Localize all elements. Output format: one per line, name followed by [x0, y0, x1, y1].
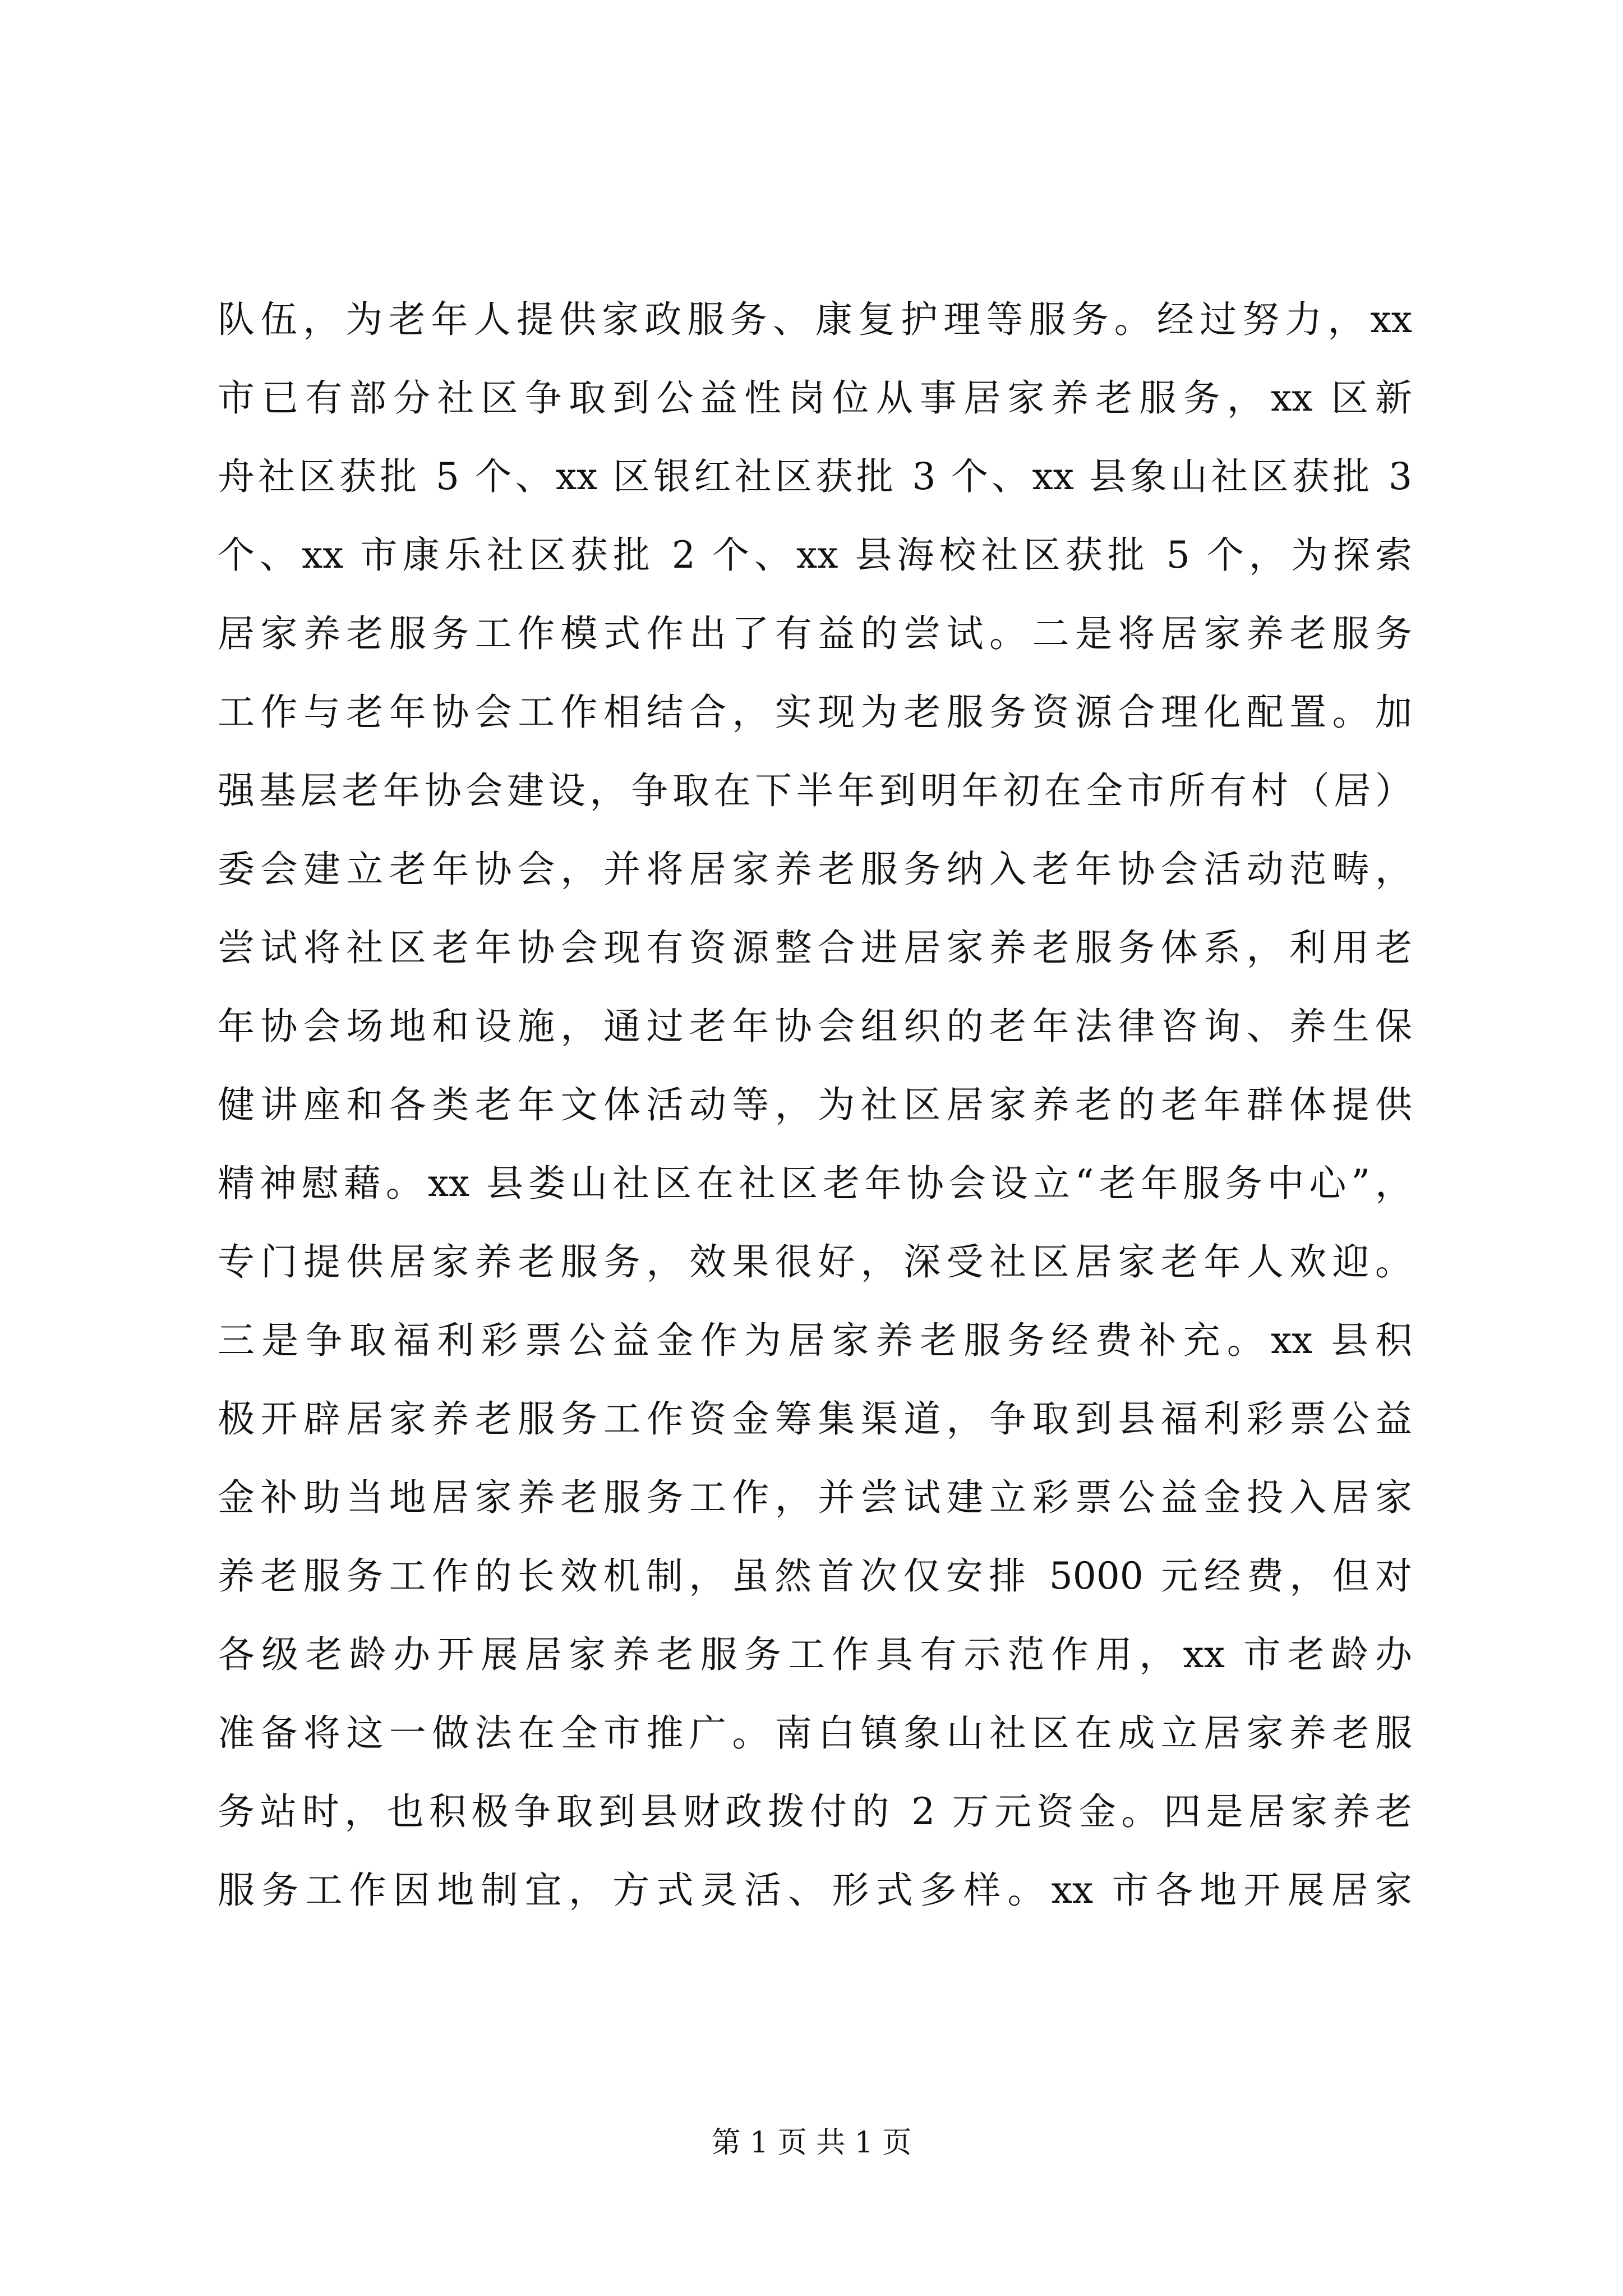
- text-line: 队伍，为老年人提供家政服务、康复护理等服务。经过努力，xx: [218, 298, 1412, 341]
- text-line: 居家养老服务工作模式作出了有益的尝试。二是将居家养老服务: [218, 612, 1412, 655]
- text-line: 个、xx 市康乐社区获批 2 个、xx 县海校社区获批 5 个，为探索: [218, 533, 1412, 577]
- text-line: 市已有部分社区争取到公益性岗位从事居家养老服务，xx 区新: [218, 376, 1412, 420]
- text-line: 工作与老年协会工作相结合，实现为老服务资源合理化配置。加: [218, 691, 1412, 734]
- text-line: 三是争取福利彩票公益金作为居家养老服务经费补充。xx 县积: [218, 1319, 1412, 1362]
- text-line: 强基层老年协会建设，争取在下半年到明年初在全市所有村（居）: [218, 769, 1412, 812]
- text-line: 准备将这一做法在全市推广。南白镇象山社区在成立居家养老服: [218, 1711, 1412, 1755]
- text-line: 年协会场地和设施，通过老年协会组织的老年法律咨询、养生保: [218, 1005, 1412, 1048]
- text-line: 服务工作因地制宜，方式灵活、形式多样。xx 市各地开展居家: [218, 1869, 1412, 1912]
- text-line: 健讲座和各类老年文体活动等，为社区居家养老的老年群体提供: [218, 1083, 1412, 1126]
- text-line: 舟社区获批 5 个、xx 区银红社区获批 3 个、xx 县象山社区获批 3: [218, 455, 1412, 498]
- page-footer: 第 1 页 共 1 页: [711, 2126, 912, 2160]
- text-line: 专门提供居家养老服务，效果很好，深受社区居家老年人欢迎。: [218, 1240, 1412, 1283]
- text-line: 精神慰藉。xx 县娄山社区在社区老年协会设立“老年服务中心”，: [218, 1162, 1412, 1205]
- text-line: 金补助当地居家养老服务工作，并尝试建立彩票公益金投入居家: [218, 1476, 1412, 1519]
- text-line: 各级老龄办开展居家养老服务工作具有示范作用，xx 市老龄办: [218, 1633, 1412, 1676]
- text-line: 委会建立老年协会，并将居家养老服务纳入老年协会活动范畴，: [218, 848, 1412, 891]
- body-text: [218, 280, 1412, 1930]
- text-line: 尝试将社区老年协会现有资源整合进居家养老服务体系，利用老: [218, 926, 1412, 969]
- text-line: 务站时，也积极争取到县财政拨付的 2 万元资金。四是居家养老: [218, 1790, 1412, 1833]
- text-line: 养老服务工作的长效机制，虽然首次仅安排 5000 元经费，但对: [218, 1554, 1412, 1598]
- text-line: 极开辟居家养老服务工作资金筹集渠道，争取到县福利彩票公益: [218, 1397, 1412, 1441]
